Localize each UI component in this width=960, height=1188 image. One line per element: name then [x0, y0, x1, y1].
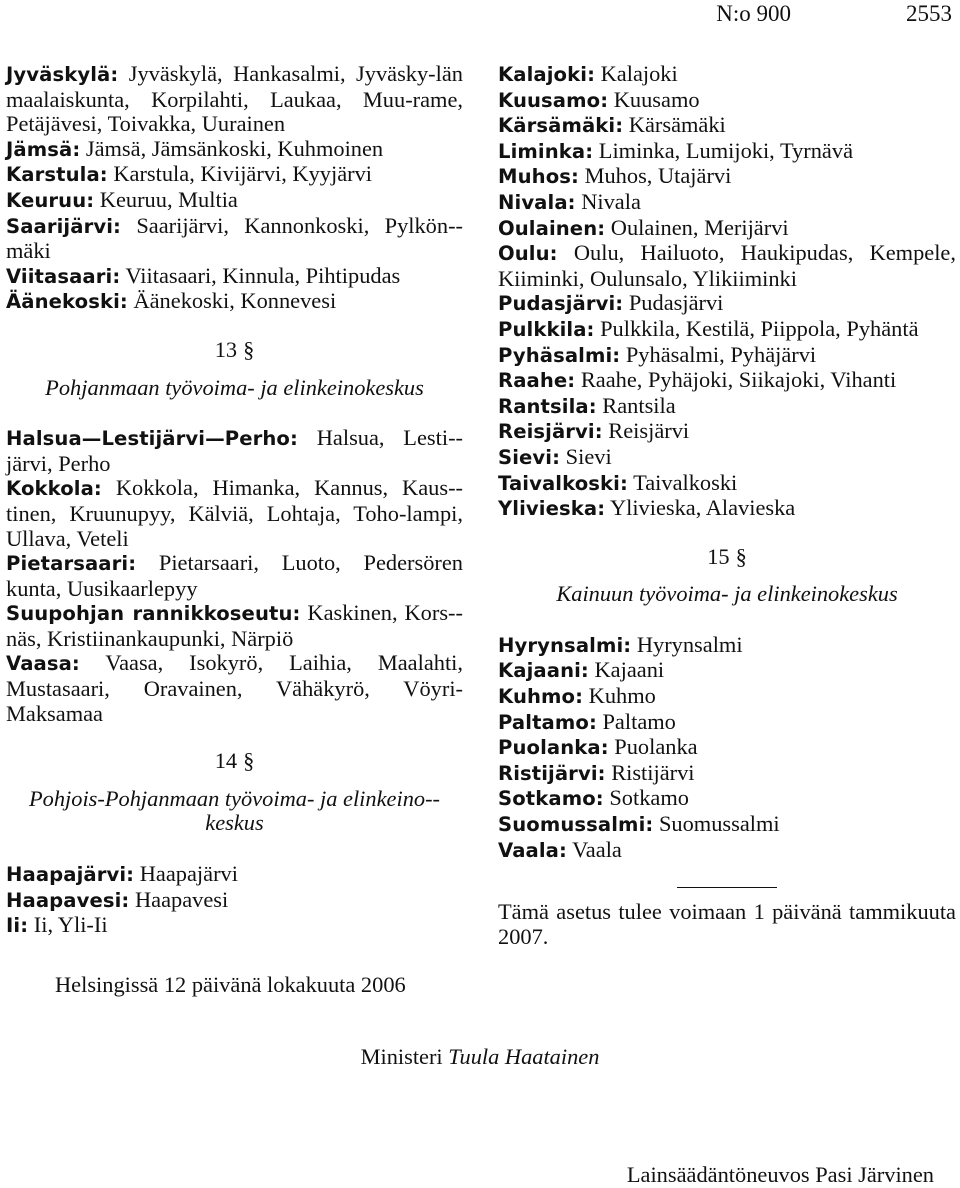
region-entry — [6, 214, 463, 264]
region-municipalities: Kuhmo — [588, 683, 656, 709]
region-name: Sotkamo: — [498, 787, 604, 811]
section-14-entries — [6, 862, 463, 939]
region-name: Paltamo: — [498, 710, 597, 734]
region-municipalities: Äänekoski, Konnevesi — [133, 288, 337, 314]
region-name: Kokkola: — [6, 477, 102, 501]
region-entry — [498, 786, 956, 812]
section-number: 13 — [214, 336, 238, 362]
region-entry — [6, 162, 463, 188]
region-name: Vaala: — [498, 838, 567, 862]
region-municipalities: Ylivieska, Alavieska — [609, 495, 796, 521]
region-municipalities: Suomussalmi — [658, 811, 780, 837]
region-municipalities: Jyväskylä, Hankasalmi, Jyväsky-län maalaiskunta, Korpilahti, Laukaa, Muu-rame, Petäjävesi, Toivakka, Uurainen — [6, 61, 463, 137]
region-entry — [6, 289, 463, 315]
page-number: 2553 — [906, 1, 952, 26]
region-name: Pietarsaari: — [6, 552, 137, 576]
region-name: Äänekoski: — [6, 290, 128, 314]
region-municipalities: Muhos, Utajärvi — [584, 163, 732, 189]
section-sign: § — [735, 543, 747, 569]
section-13-title: Pohjanmaan työvoima- ja elinkeinokeskus — [45, 374, 424, 400]
region-municipalities: Pudasjärvi — [628, 290, 724, 316]
region-municipalities: Kaskinen, Kors-näs, Kristiinankaupunki, Närpiö — [6, 600, 463, 651]
region-entry — [498, 812, 956, 838]
region-entry — [498, 838, 956, 864]
place-and-date: Helsingissä 12 päivänä lokakuuta 2006 — [55, 972, 406, 997]
region-municipalities: Nivala — [581, 188, 641, 214]
region-name: Saarijärvi: — [6, 214, 121, 238]
page-reference: N:o 900 — [716, 1, 791, 26]
region-entry — [498, 684, 956, 710]
region-entry — [6, 862, 463, 888]
entries-top-left — [6, 62, 463, 315]
entries-top-right — [498, 62, 956, 522]
region-entry — [6, 426, 463, 476]
region-municipalities: Vaala — [572, 836, 622, 862]
region-municipalities: Kokkola, Himanka, Kannus, Kaus-tinen, Kruunupyy, Kälviä, Lohtaja, Toho-lampi, Ullava, Veteli — [6, 475, 463, 551]
region-municipalities: Puolanka — [614, 734, 698, 760]
minister-name: Tuula Haatainen — [448, 1044, 600, 1069]
section-15-title: Kainuun työvoima- ja elinkeinokeskus — [556, 581, 898, 607]
entry-into-force: Tämä asetus tulee voimaan 1 päivänä tammikuuta 2007. — [498, 899, 956, 949]
region-name: Kalajoki: — [498, 63, 596, 86]
region-entry — [498, 710, 956, 736]
region-entry — [6, 476, 463, 551]
section-sign: § — [243, 336, 255, 362]
section-14-heading — [6, 749, 463, 774]
region-name: Kuhmo: — [498, 685, 584, 709]
region-name: Jämsä: — [6, 137, 81, 161]
section-number: 14 — [214, 748, 238, 774]
region-name: Reisjärvi: — [498, 420, 603, 444]
region-name: Jyväskylä: — [6, 63, 119, 86]
region-entry — [498, 419, 956, 445]
region-municipalities: Kalajoki — [600, 61, 678, 86]
region-name: Ii: — [6, 914, 29, 938]
region-name: Rantsila: — [498, 394, 597, 418]
region-name: Raahe: — [498, 369, 576, 393]
region-municipalities: Raahe, Pyhäjoki, Siikajoki, Vihanti — [580, 367, 897, 393]
region-entry — [498, 139, 956, 165]
region-name: Ristijärvi: — [498, 761, 606, 785]
region-municipalities: Oulu, Hailuoto, Haukipudas, Kempele, Kiiminki, Oulunsalo, Ylikiiminki — [498, 240, 956, 291]
section-sign: § — [243, 748, 255, 774]
section-15-entries — [498, 633, 956, 863]
region-entry — [498, 658, 956, 684]
region-municipalities: Pyhäsalmi, Pyhäjärvi — [625, 341, 817, 367]
divider-rule — [677, 887, 777, 888]
official-signature: Lainsäädäntöneuvos Pasi Järvinen — [626, 1162, 934, 1187]
region-entry — [498, 496, 956, 522]
region-municipalities: Viitasaari, Kinnula, Pihtipudas — [125, 262, 401, 288]
region-municipalities: Hyrynsalmi — [636, 631, 743, 657]
region-municipalities: Saarijärvi, Kannonkoski, Pylkön-mäki — [6, 212, 463, 264]
region-municipalities: Kuusamo — [613, 86, 700, 112]
region-name: Nivala: — [498, 190, 576, 214]
region-entry — [498, 62, 956, 88]
region-municipalities: Reisjärvi — [608, 418, 690, 444]
region-name: Pulkkila: — [498, 317, 595, 341]
region-name: Karstula: — [6, 163, 108, 187]
region-municipalities: Sotkamo — [609, 785, 689, 811]
region-name: Haapajärvi: — [6, 863, 135, 887]
region-municipalities: Karstula, Kivijärvi, Kyyjärvi — [113, 161, 373, 187]
region-municipalities: Jämsä, Jämsänkoski, Kuhmoinen — [85, 135, 384, 161]
region-entry — [6, 651, 463, 726]
region-name: Pyhäsalmi: — [498, 343, 621, 367]
region-municipalities: Halsua, Lesti-järvi, Perho — [6, 425, 463, 476]
region-entry — [6, 551, 463, 601]
region-municipalities: Oulainen, Merijärvi — [610, 214, 789, 240]
region-entry — [498, 368, 956, 394]
region-entry — [498, 164, 956, 190]
region-municipalities: Pulkkila, Kestilä, Piippola, Pyhäntä — [600, 315, 919, 341]
region-municipalities: Haapavesi — [134, 886, 229, 912]
region-name: Kärsämäki: — [498, 114, 624, 138]
region-entry — [6, 188, 463, 214]
section-13-heading — [6, 338, 463, 363]
region-name: Halsua—Lestijärvi—Perho: — [6, 427, 298, 451]
region-name: Kuusamo: — [498, 88, 609, 112]
section-15-heading — [498, 545, 956, 570]
region-municipalities: Keuruu, Multia — [99, 186, 238, 212]
region-name: Puolanka: — [498, 736, 609, 760]
region-municipalities: Taivalkoski — [633, 469, 738, 495]
region-municipalities: Haapajärvi — [139, 861, 238, 887]
region-entry — [498, 633, 956, 659]
minister-signature — [0, 1045, 960, 1070]
region-municipalities: Liminka, Lumijoki, Tyrnävä — [598, 137, 854, 163]
left-column — [6, 62, 463, 939]
region-entry — [6, 264, 463, 290]
region-municipalities: Paltamo — [602, 708, 676, 734]
region-municipalities: Vaasa, Isokyrö, Laihia, Maalahti, Mustasaari, Oravainen, Vähäkyrö, Vöyri-Maksamaa — [6, 650, 464, 726]
region-municipalities: Ii, Yli-Ii — [33, 912, 108, 938]
region-municipalities: Kärsämäki — [628, 112, 726, 138]
region-entry — [498, 343, 956, 369]
region-entry — [498, 735, 956, 761]
region-name: Vaasa: — [6, 652, 80, 676]
region-entry — [498, 216, 956, 242]
region-name: Muhos: — [498, 165, 579, 189]
region-entry — [6, 913, 463, 939]
region-name: Liminka: — [498, 139, 594, 163]
region-entry — [498, 317, 956, 343]
region-entry — [498, 445, 956, 471]
right-column — [498, 62, 956, 949]
region-name: Haapavesi: — [6, 888, 130, 912]
section-number: 15 — [707, 543, 730, 569]
section-13-entries — [6, 426, 463, 726]
region-entry — [498, 113, 956, 139]
region-name: Keuruu: — [6, 188, 95, 212]
region-entry — [498, 471, 956, 497]
region-municipalities: Kajaani — [594, 657, 665, 683]
region-municipalities: Ristijärvi — [611, 759, 695, 785]
region-entry — [498, 394, 956, 420]
region-name: Suupohjan rannikkoseutu: — [6, 602, 301, 626]
section-14-title: Pohjois-Pohjanmaan työvoima- ja elinkeino-keskus — [28, 785, 441, 836]
region-municipalities: Rantsila — [602, 392, 676, 418]
region-name: Viitasaari: — [6, 264, 121, 288]
region-name: Sievi: — [498, 445, 561, 469]
region-entry — [498, 190, 956, 216]
region-entry — [6, 888, 463, 914]
region-name: Hyrynsalmi: — [498, 633, 632, 657]
region-entry — [498, 761, 956, 787]
region-name: Taivalkoski: — [498, 471, 628, 495]
region-entry — [6, 62, 463, 137]
region-name: Oulainen: — [498, 216, 606, 240]
region-entry — [498, 241, 956, 291]
region-entry — [498, 291, 956, 317]
region-name: Ylivieska: — [498, 497, 606, 521]
minister-title: Ministeri — [360, 1044, 443, 1069]
region-name: Suomussalmi: — [498, 813, 654, 837]
region-name: Pudasjärvi: — [498, 292, 624, 316]
region-entry — [6, 601, 463, 651]
region-municipalities: Sievi — [565, 443, 612, 469]
region-entry — [6, 137, 463, 163]
page-header — [716, 0, 952, 28]
region-entry — [498, 88, 956, 114]
region-name: Kajaani: — [498, 659, 589, 683]
region-name: Oulu: — [498, 242, 558, 266]
region-municipalities: Pietarsaari, Luoto, Pedersören kunta, Uusikaarlepyy — [6, 550, 463, 601]
